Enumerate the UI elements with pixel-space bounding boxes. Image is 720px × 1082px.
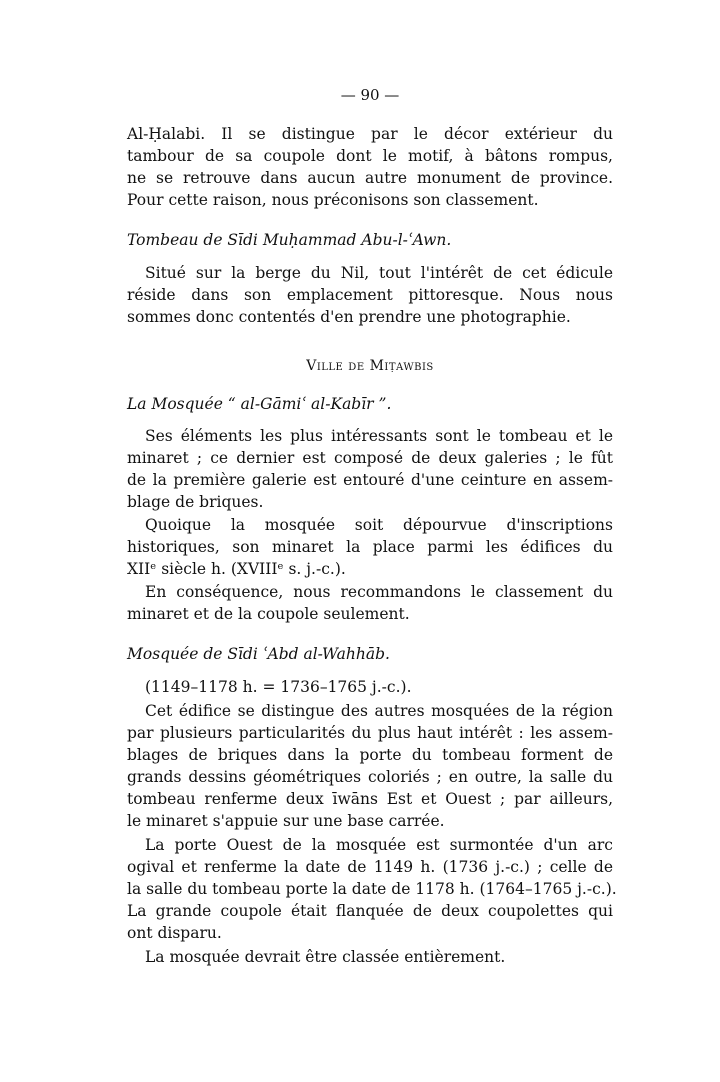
date-line: (1149–1178 h. = 1736–1765 j.-c.). — [145, 678, 412, 696]
text-line: La grande coupole était flanquée de deux coupolettes qui — [127, 902, 613, 920]
text-line: XIIᵉ siècle h. (XVIIIᵉ s. j.-c.). — [127, 560, 346, 578]
page-number: — 90 — — [340, 86, 400, 104]
section-heading-mosquee-wahhab: Mosquée de Sīdi ʿAbd al-Wahhāb. — [127, 645, 390, 663]
text-line: Situé sur la berge du Nil, tout l'intérêt de cet édicule — [145, 264, 613, 282]
text-line: blages de briques dans la porte du tombeau forment de — [127, 746, 613, 764]
text-line: La porte Ouest de la mosquée est surmontée d'un arc — [145, 836, 613, 854]
text-line: réside dans son emplacement pittoresque. Nous nous — [127, 286, 613, 304]
text-line: sommes donc contentés d'en prendre une photographie. — [127, 308, 571, 326]
section-heading-tombeau: Tombeau de Sīdi Muḥammad Abu-l-ʿAwn. — [127, 231, 452, 249]
text-line: tambour de sa coupole dont le motif, à bâtons rompus, — [127, 147, 613, 165]
text-line: minaret ; ce dernier est composé de deux galeries ; le fût — [127, 449, 613, 467]
text-line: Al-Ḥalabi. Il se distingue par le décor extérieur du — [127, 125, 613, 143]
text-line: En conséquence, nous recommandons le classement du — [145, 583, 613, 601]
text-line: blage de briques. — [127, 493, 264, 511]
text-line: grands dessins géométriques coloriés ; en outre, la salle du — [127, 768, 613, 786]
text-line: ogival et renferme la date de 1149 h. (1736 j.-c.) ; celle de — [127, 858, 613, 876]
text-line: tombeau renferme deux īwāns Est et Ouest ; par ailleurs, — [127, 790, 613, 808]
section-heading-mosquee-kabir: La Mosquée “ al-Gāmiʿ al-Kabīr ”. — [127, 395, 392, 413]
text-line: minaret et de la coupole seulement. — [127, 605, 410, 623]
text-line: ont disparu. — [127, 924, 222, 942]
text-line: Pour cette raison, nous préconisons son classement. — [127, 191, 539, 209]
conclusion-line: La mosquée devrait être classée entièrement. — [145, 948, 506, 966]
text-line: Cet édifice se distingue des autres mosquées de la région — [145, 702, 613, 720]
section-title-ville: Ville de Miṭawbis — [306, 358, 434, 374]
text-line: de la première galerie est entouré d'une ceinture en assem- — [127, 471, 613, 489]
text-line: historiques, son minaret la place parmi les édifices du — [127, 538, 613, 556]
text-line: la salle du tombeau porte la date de 1178 h. (1764–1765 j.-c.). — [127, 880, 617, 898]
text-line: le minaret s'appuie sur une base carrée. — [127, 812, 445, 830]
text-line: Quoique la mosquée soit dépourvue d'inscriptions — [145, 516, 613, 534]
text-line: Ses éléments les plus intéressants sont le tombeau et le — [145, 427, 613, 445]
text-line: ne se retrouve dans aucun autre monument de province. — [127, 169, 613, 187]
text-line: par plusieurs particularités du plus haut intérêt : les assem- — [127, 724, 613, 742]
